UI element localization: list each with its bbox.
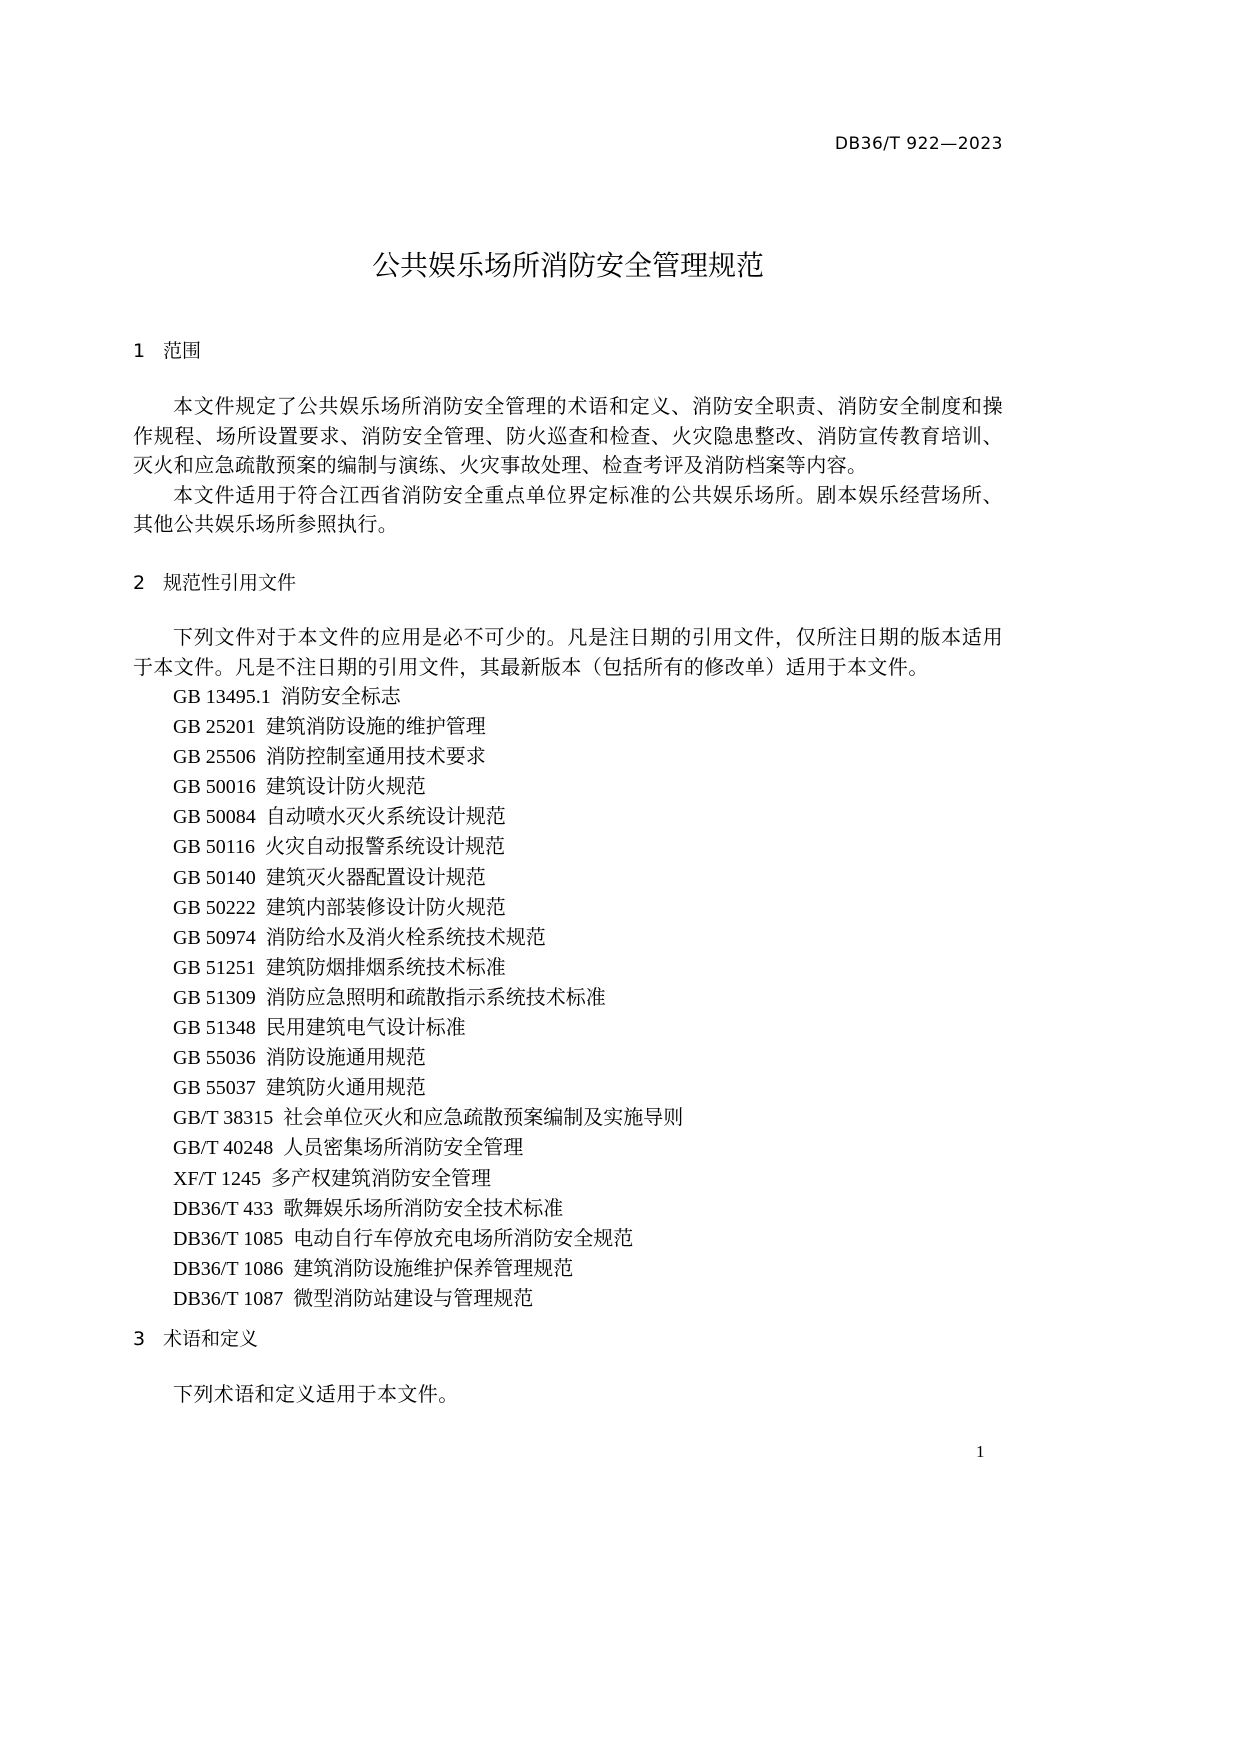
reference-code: GB 50084 xyxy=(173,806,256,829)
reference-code: GB 50222 xyxy=(173,896,256,919)
reference-title: 人员密集场所消防安全管理 xyxy=(283,1135,524,1160)
reference-title: 消防给水及消火栓系统技术规范 xyxy=(265,924,546,949)
section-1-heading xyxy=(133,336,1003,363)
section-title: 规范性引用文件 xyxy=(163,572,297,594)
reference-item xyxy=(173,1043,1003,1073)
reference-title: 自动喷水灭火系统设计规范 xyxy=(265,804,506,829)
reference-code: DB36/T 1087 xyxy=(173,1287,284,1310)
paragraph: 下列文件对于本文件的应用是必不可少的。凡是注日期的引用文件，仅所注日期的版本适用于本文件。凡是不注日期的引用文件，其最新版本（包括所有的修改单）适用于本文件。 xyxy=(133,625,1003,679)
reference-title: 建筑消防设施维护保养管理规范 xyxy=(293,1255,574,1280)
reference-item xyxy=(173,802,1003,832)
reference-item xyxy=(173,682,1003,712)
reference-code: GB 25506 xyxy=(173,746,256,769)
reference-item xyxy=(173,1073,1003,1103)
section-2-body xyxy=(133,623,1003,1314)
reference-item xyxy=(173,983,1003,1013)
reference-title: 歌舞娱乐场所消防安全技术标准 xyxy=(283,1195,564,1220)
reference-title: 社会单位灭火和应急疏散预案编制及实施导则 xyxy=(283,1105,684,1130)
reference-code: GB/T 40248 xyxy=(173,1137,274,1160)
reference-title: 电动自行车停放充电场所消防安全规范 xyxy=(293,1225,634,1250)
reference-title: 消防安全标志 xyxy=(280,684,401,708)
reference-code: GB 50974 xyxy=(173,926,256,949)
reference-item xyxy=(173,953,1003,983)
section-2-heading xyxy=(133,568,1003,595)
standard-code: DB36/T 922—2023 xyxy=(834,134,1003,154)
section-1-body xyxy=(133,392,1003,540)
section-number: 1 xyxy=(133,340,146,362)
section-3-heading xyxy=(133,1324,1003,1351)
reference-title: 建筑防烟排烟系统技术标准 xyxy=(265,954,506,979)
reference-item xyxy=(173,923,1003,953)
reference-code: GB 55037 xyxy=(173,1077,256,1100)
reference-title: 火灾自动报警系统设计规范 xyxy=(265,834,506,859)
section-title: 术语和定义 xyxy=(163,1328,259,1350)
reference-title: 消防应急照明和疏散指示系统技术标准 xyxy=(265,984,606,1009)
reference-item xyxy=(173,1164,1003,1194)
reference-title: 建筑设计防火规范 xyxy=(265,774,426,799)
reference-item xyxy=(173,1103,1003,1133)
reference-code: GB 50140 xyxy=(173,866,256,889)
reference-item xyxy=(173,1284,1003,1314)
reference-title: 建筑灭火器配置设计规范 xyxy=(265,864,486,889)
reference-title: 建筑消防设施的维护管理 xyxy=(265,714,486,739)
reference-item xyxy=(173,1194,1003,1224)
document-title: 公共娱乐场所消防安全管理规范 xyxy=(371,249,764,282)
reference-title: 消防控制室通用技术要求 xyxy=(265,744,486,769)
reference-title: 建筑防火通用规范 xyxy=(265,1075,426,1100)
paragraph: 下列术语和定义适用于本文件。 xyxy=(173,1382,459,1406)
reference-item xyxy=(173,772,1003,802)
paragraph: 本文件规定了公共娱乐场所消防安全管理的术语和定义、消防安全职责、消防安全制度和操作规程、场所设置要求、消防安全管理、防火巡查和检查、火灾隐患整改、消防宣传教育培训、灭火和应急疏散预案的编制与演练、火灾事故处理、检查考评及消防档案等内容。 xyxy=(133,394,1003,477)
section-number: 2 xyxy=(133,572,146,594)
reference-item xyxy=(173,1254,1003,1284)
reference-code: DB36/T 1086 xyxy=(173,1257,284,1280)
reference-code: GB 55036 xyxy=(173,1047,256,1070)
reference-list xyxy=(133,682,1003,1314)
section-number: 3 xyxy=(133,1328,146,1350)
reference-code: XF/T 1245 xyxy=(173,1167,261,1190)
reference-code: GB 51348 xyxy=(173,1017,256,1040)
page-number: 1 xyxy=(976,1442,985,1461)
reference-code: GB 51309 xyxy=(173,986,256,1009)
reference-item xyxy=(173,832,1003,862)
reference-code: GB 50016 xyxy=(173,776,256,799)
reference-code: GB 50116 xyxy=(173,836,256,859)
reference-item xyxy=(173,712,1003,742)
reference-item xyxy=(173,1224,1003,1254)
reference-item xyxy=(173,742,1003,772)
section-3-body xyxy=(133,1380,1003,1410)
reference-code: GB 13495.1 xyxy=(173,686,271,708)
reference-title: 建筑内部装修设计防火规范 xyxy=(265,894,506,919)
reference-item xyxy=(173,893,1003,923)
reference-item xyxy=(173,1133,1003,1163)
reference-title: 民用建筑电气设计标准 xyxy=(265,1015,466,1040)
paragraph: 本文件适用于符合江西省消防安全重点单位界定标准的公共娱乐场所。剧本娱乐经营场所、其他公共娱乐场所参照执行。 xyxy=(133,482,1003,536)
reference-code: DB36/T 433 xyxy=(173,1197,274,1220)
reference-title: 微型消防站建设与管理规范 xyxy=(293,1285,534,1310)
reference-item xyxy=(173,1013,1003,1043)
reference-title: 消防设施通用规范 xyxy=(265,1045,426,1070)
reference-title: 多产权建筑消防安全管理 xyxy=(270,1165,491,1190)
reference-code: GB/T 38315 xyxy=(173,1107,274,1130)
reference-code: DB36/T 1085 xyxy=(173,1227,284,1250)
section-title: 范围 xyxy=(163,340,202,362)
reference-item xyxy=(173,863,1003,893)
reference-code: GB 25201 xyxy=(173,716,256,739)
reference-code: GB 51251 xyxy=(173,956,256,979)
